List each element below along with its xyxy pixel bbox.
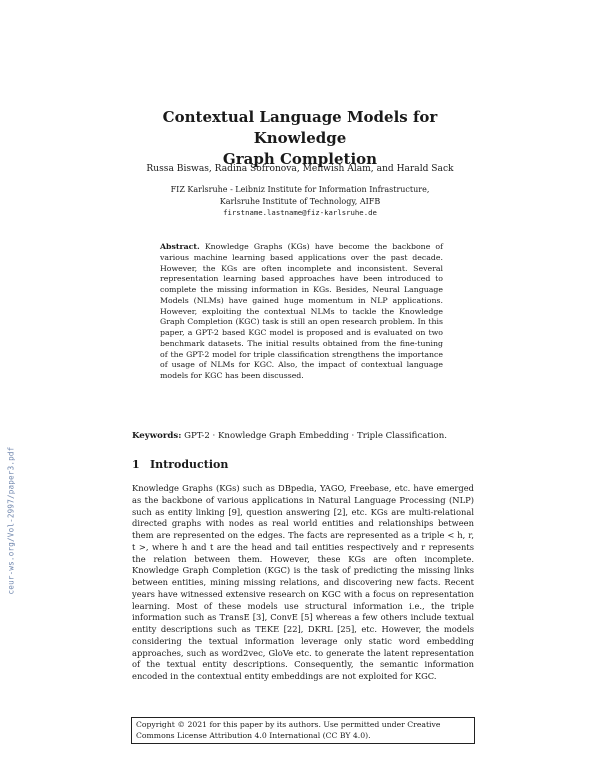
side-url-stamp: [4, 395, 18, 645]
keywords-label: Keywords:: [132, 431, 182, 441]
title-line-1: Contextual Language Models for Knowledge: [162, 108, 438, 147]
affiliation-line-2: Karlsruhe Institute of Technology, AIFB: [219, 196, 381, 206]
affiliation-line-1: FIZ Karlsruhe - Leibniz Institute for Information Infrastructure,: [170, 185, 430, 194]
paper-title: [120, 107, 480, 170]
abstract-text: Knowledge Graphs (KGs) have become the backbone of various machine learning based applications over the past decade. However, the KGs are often incomplete and inconsistent. Several representation learning based approaches have been introduced to complete the missing information in KGs. Besides, Neural Language Models (NLMs) have gained huge momentum in NLP applications. However, exploiting the contextual NLMs to tackle the Knowledge Graph Completion (KGC) task is still an open research problem. In this paper, a GPT-2 based KGC model is proposed and is evaluated on two benchmark datasets. The initial results obtained from the fine-tuning of the GPT-2 model for triple classification strengthens the importance of usage of NLMs for KGC. Also, the impact of contextual language models for KGC has been discussed.: [160, 242, 443, 380]
title-line-2: Graph Completion: [222, 150, 378, 168]
side-url-text: ceur-ws.org/Vol-2997/paper3.pdf: [6, 446, 16, 594]
abstract: [160, 242, 443, 382]
introduction-paragraph: Knowledge Graphs (KGs) such as DBpedia, YAGO, Freebase, etc. have emerged as the backbone of various applications in Natural Language Processing (NLP) such as entity linking [9], question answering [2], etc. KGs are multi-relational directed graphs with nodes as real world entities and relationships between them are represented on the edges. The facts are represented as a triple < h, r, t >, where h and t are the head and tail entities respectively and r represents the relation between them. However, these KGs are often incomplete. Knowledge Graph Completion (KGC) is the task of predicting the missing links between entities, mining missing relations, and discovering new facts. Recent years have witnessed extensive research on KGC with a focus on representation learning. Most of these models use structural information i.e., the triple information such as TransE [3], ConvE [5] whereas a few others include textual entity descriptions such as TEKE [22], DKRL [25], etc. However, the models considering the textual information leverage only static word embedding approaches, such as word2vec, GloVe etc. to generate the latent representation of the textual entity descriptions. Consequently, the semantic information encoded in the contextual entity embeddings are not exploited for KGC.: [132, 483, 474, 681]
abstract-label: Abstract.: [160, 242, 200, 251]
section-heading-introduction: [132, 458, 472, 472]
keywords-text: GPT-2 · Knowledge Graph Embedding · Triple Classification.: [184, 431, 447, 441]
author-email: firstname.lastname@fiz-karlsruhe.de: [223, 208, 377, 217]
section-title: Introduction: [150, 458, 229, 471]
copyright-notice: Copyright © 2021 for this paper by its authors. Use permitted under Creative Commons License Attribution 4.0 International (CC BY 4.0).: [131, 717, 475, 744]
author-list: Russa Biswas, Radina Sofronova, Mehwish Alam, and Harald Sack: [146, 164, 454, 174]
keywords: [132, 431, 472, 442]
section-number: 1: [132, 458, 140, 471]
affiliation-block: [120, 184, 480, 219]
